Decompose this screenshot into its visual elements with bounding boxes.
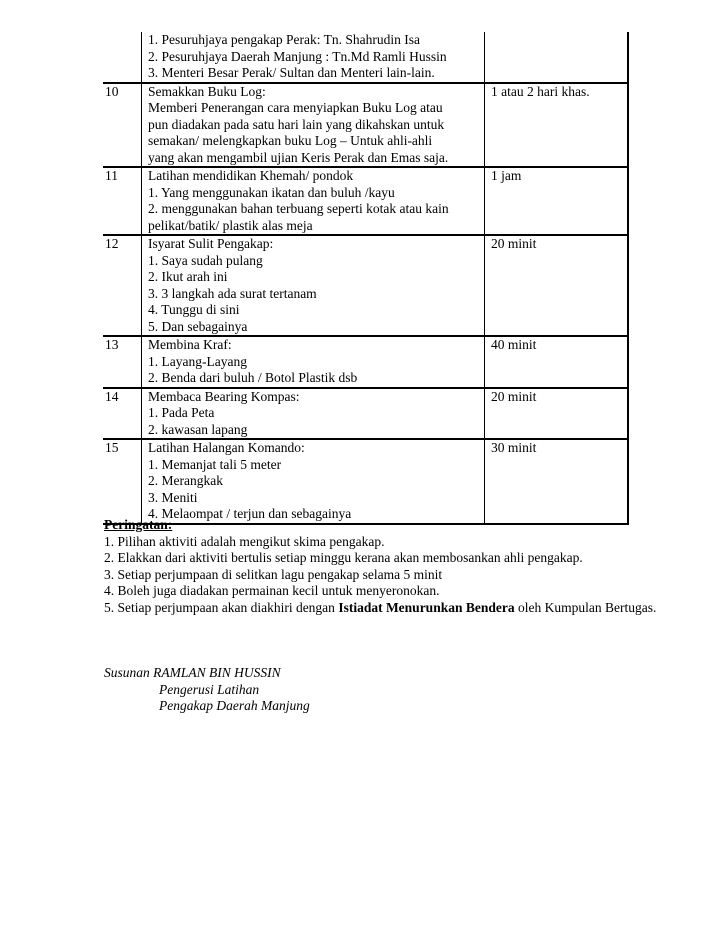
activity-cell [142,336,485,388]
signature-title: Pengerusi Latihan [159,681,260,697]
activity-line: 2. Merangkak [148,473,223,488]
duration-cell: 20 minit [485,388,629,440]
activity-line: yang akan mengambil ujian Keris Perak dan Emas saja. [148,149,449,165]
table-row [103,167,628,235]
activity-line: pelikat/batik/ plastik alas meja [148,217,313,233]
duration-cell [485,32,629,83]
table-row [103,439,628,524]
signature-name: Susunan RAMLAN BIN HUSSIN [104,665,281,680]
activity-line: 2. Benda dari buluh / Botol Plastik dsb [148,370,358,385]
activity-line: 4. Tunggu di sini [148,302,240,317]
activity-line: Semakkan Buku Log: [148,83,266,99]
activity-cell [142,235,485,336]
duration-cell: 30 minit [485,439,629,524]
activity-cell [142,439,485,524]
activity-line: Membaca Bearing Kompas: [148,388,300,404]
table-row [103,388,628,440]
row-number: 14 [103,388,142,440]
notes-section [104,517,664,616]
activity-line: 1. Yang menggunakan ikatan dan buluh /kayu [148,184,395,200]
note-item-text: oleh Kumpulan Bertugas. [514,599,657,615]
note-item [104,600,664,617]
activity-line: Membina Kraf: [148,337,232,352]
activity-line: 3. 3 langkah ada surat tertanam [148,285,317,301]
activity-cell [142,32,485,83]
activity-line: 2. Pesuruhjaya Daerah Manjung : Tn.Md Ramli Hussin [148,48,447,64]
table-row [103,235,628,336]
activity-line: 3. Meniti [148,489,198,505]
activity-line: 1. Layang-Layang [148,353,247,369]
activity-schedule-table [103,32,629,525]
activity-line: semakan/ melengkapkan buku Log – Untuk ahli-ahli [148,133,433,148]
note-item-text: 5. Setiap perjumpaan akan diakhiri dengan [104,599,339,615]
duration-cell: 40 minit [485,336,629,388]
activity-line: 1. Pada Peta [148,405,215,420]
row-number [103,32,142,83]
duration-cell: 1 atau 2 hari khas. [485,83,629,168]
activity-line: 2. Ikut arah ini [148,269,228,284]
note-item: 1. Pilihan aktiviti adalah mengikut skima pengakap. [104,533,385,549]
activity-line: pun diadakan pada satu hari lain yang dikahskan untuk [148,116,445,132]
notes-title: Peringatan: [104,517,173,532]
activity-line: 5. Dan sebagainya [148,318,248,334]
signature-block [104,665,310,715]
signature-organization: Pengakap Daerah Manjung [159,698,310,713]
activity-line: Latihan Halangan Komando: [148,440,305,455]
activity-cell [142,83,485,168]
activity-line: Latihan mendidikan Khemah/ pondok [148,168,354,183]
table-row [103,83,628,168]
note-item: 4. Boleh juga diadakan permainan kecil untuk menyeronokan. [104,583,440,598]
duration-cell: 1 jam [485,167,629,235]
note-item: 2. Elakkan dari aktiviti bertulis setiap minggu kerana akan membosankan ahli pengakap. [104,550,583,565]
row-number: 13 [103,336,142,388]
activity-line: Memberi Penerangan cara menyiapkan Buku Log atau [148,100,443,115]
activity-line: 2. menggunakan bahan terbuang seperti kotak atau kain [148,201,449,216]
note-item-bold-text: Istiadat Menurunkan Bendera [338,599,515,615]
row-number: 11 [103,167,142,235]
activity-line: 1. Memanjat tali 5 meter [148,456,282,472]
table-row [103,336,628,388]
activity-line: 4. Melaompat / terjun dan sebagainya [148,506,352,521]
activity-line: 2. kawasan lapang [148,421,248,437]
activity-cell [142,167,485,235]
duration-cell: 20 minit [485,235,629,336]
activity-line: 1. Saya sudah pulang [148,252,263,268]
activity-cell [142,388,485,440]
table-row [103,32,628,83]
activity-line: 1. Pesuruhjaya pengakap Perak: Tn. Shahrudin Isa [148,32,420,47]
note-item: 3. Setiap perjumpaan di selitkan lagu pengakap selama 5 minit [104,566,443,582]
row-number: 12 [103,235,142,336]
activity-line: 3. Menteri Besar Perak/ Sultan dan Menteri lain-lain. [148,65,435,80]
row-number: 10 [103,83,142,168]
row-number: 15 [103,439,142,524]
activity-line: Isyarat Sulit Pengakap: [148,236,274,251]
